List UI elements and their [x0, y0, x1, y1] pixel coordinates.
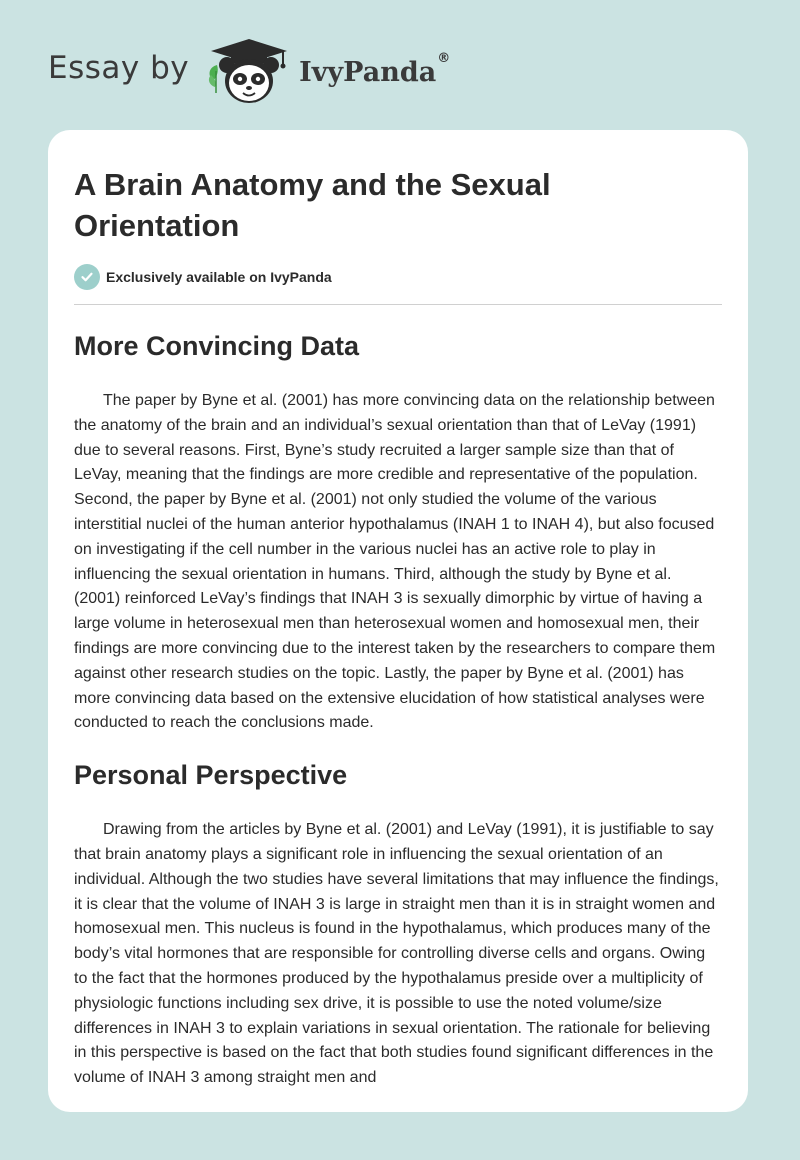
section-heading: Personal Perspective [74, 760, 348, 791]
article-title: A Brain Anatomy and the Sexual Orientation [74, 167, 551, 243]
section-paragraph: Drawing from the articles by Byne et al. (2001) and LeVay (1991), it is justifiable to say that brain anatomy plays a significant role in influencing the sexual orientation of an individual. Although the two studies have several limitations that may influence the findings, it is clear that the volume of INAH 3 is large in straight men than it is in straight women and homosexual men. This nucleus is found in the hypothalamus, which produces many of the body’s vital hormones that are responsible for controlling diverse cells and organs. Owing to the fact that the hormones produced by the hypothalamus preside over a multiplicity of physiologic functions including sex drive, it is possible to use the noted volume/size differences in INAH 3 to explain variations in sexual orientation. The rationale for believing in this perspective is based on the fact that both studies found significant differences in the volume of INAH 3 among straight men and [74, 821, 719, 1087]
exclusive-badge [74, 264, 722, 305]
brand-name-text: IvyPanda [299, 56, 437, 88]
exclusive-badge-label: Exclusively available on IvyPanda [106, 269, 332, 285]
brand-name[interactable] [299, 50, 451, 88]
section-paragraph: The paper by Byne et al. (2001) has more convincing data on the relationship between the anatomy of the brain and an individual’s sexual orientation than that of LeVay (1991) due to several reasons. First, Byne’s study recruited a larger sample size than that of LeVay, meaning that the findings are more credible and representative of the population. Second, the paper by Byne et al. (2001) not only studied the volume of the various interstitial nuclei of the human anterior hypothalamus (INAH 1 to INAH 4), but also focused on investigating if the cell number in the various nuclei has an active role to play in influencing the sexual orientation in humans. Third, although the study by Byne et al. (2001) reinforced LeVay’s findings that INAH 3 is sexually dimorphic by virtue of having a large volume in heterosexual men than heterosexual women and homosexual men, their findings are more convincing due to the interest taken by the researchers to compare them against other research studies on the topic. Lastly, the paper by Byne et al. (2001) has more convincing data based on the extensive elucidation of how statistical analyses were conducted to reach the conclusions made. [74, 392, 716, 732]
article-card [48, 130, 748, 1112]
check-icon [74, 264, 100, 290]
panda-logo-icon[interactable] [203, 35, 295, 107]
section-heading: More Convincing Data [74, 331, 360, 361]
site-header [48, 36, 450, 106]
brand-prefix: Essay by [48, 50, 190, 86]
registered-mark: ® [437, 50, 451, 66]
